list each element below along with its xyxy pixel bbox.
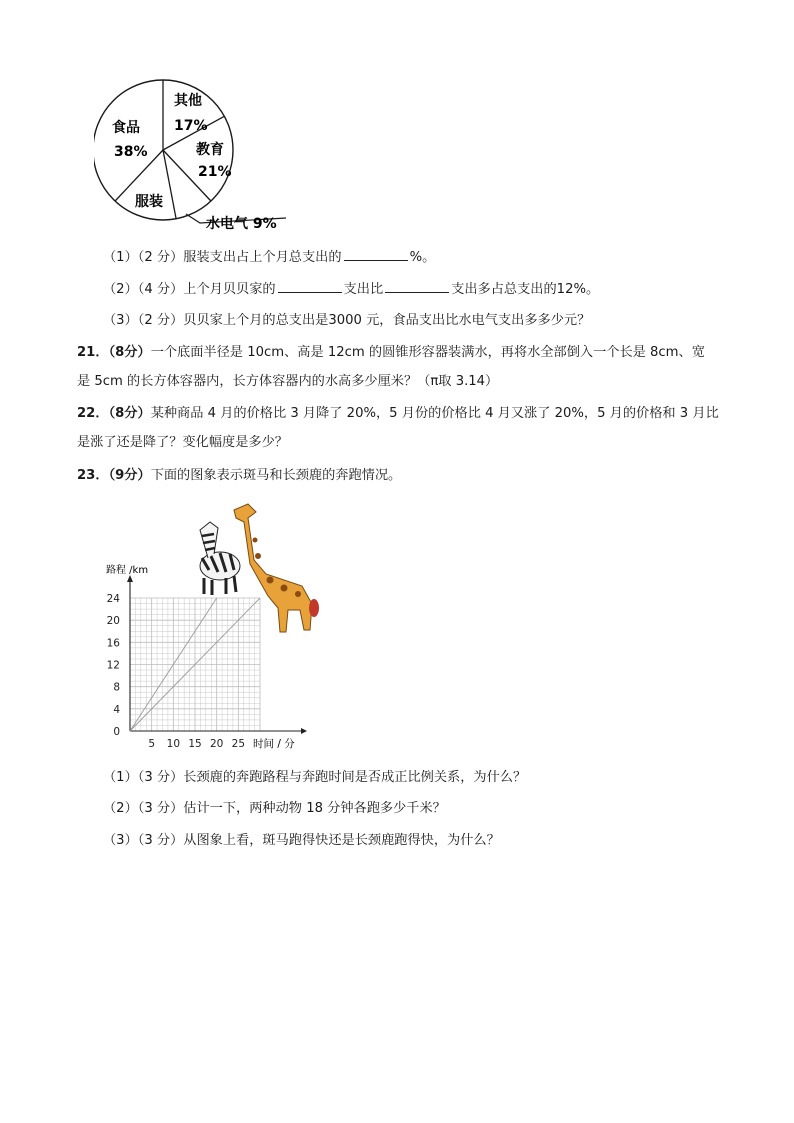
q21-line1 xyxy=(77,344,705,362)
q21-score: （8分） xyxy=(108,345,151,360)
giraffe-icon xyxy=(234,504,319,632)
y-tick-label: 4 xyxy=(113,703,120,716)
x-axis-arrow xyxy=(301,728,307,734)
q23-sub3: （3）（3 分）从图象上看，斑马跑得快还是长颈鹿跑得快，为什么？ xyxy=(103,833,500,848)
q22-line2: 是涨了还是降了？变化幅度是多少？ xyxy=(77,435,288,450)
y-tick-label: 12 xyxy=(106,659,120,672)
answer-blank[interactable] xyxy=(385,280,449,293)
q21-line2: 是 5cm 的长方体容器内，长方体容器内的水高多少厘米？（π取 3.14） xyxy=(77,374,499,389)
q23-sub2: （2）（3 分）估计一下，两种动物 18 分钟各跑多少千米？ xyxy=(103,801,446,816)
utilities-label: 水电气 9% xyxy=(206,216,277,232)
x-axis-label: 时间 / 分 xyxy=(253,738,295,750)
y-tick-label: 24 xyxy=(106,593,120,605)
other-name-label: 其他 xyxy=(174,93,202,109)
answer-blank[interactable] xyxy=(344,248,408,261)
x-tick-label: 25 xyxy=(231,738,246,750)
y-tick-label: 8 xyxy=(113,681,120,694)
edu-name-label: 教育 xyxy=(196,142,224,158)
y-tick-label: 20 xyxy=(106,615,120,628)
q22-number: 22． xyxy=(77,406,109,421)
q22-score: （8分） xyxy=(108,406,151,421)
zebra-icon xyxy=(200,522,240,595)
q20-sub2-text: （2）（4 分）上个月贝贝家的 xyxy=(103,282,276,297)
x-tick-label: 15 xyxy=(188,738,202,750)
q20-sub1 xyxy=(103,248,435,267)
clothing-name-label: 服装 xyxy=(135,194,163,210)
answer-blank[interactable] xyxy=(278,280,342,293)
q23-text: 下面的图象表示斑马和长颈鹿的奔跑情况。 xyxy=(150,468,402,483)
line-chart xyxy=(98,500,328,755)
y-axis-arrow xyxy=(127,575,133,582)
q20-sub1-suffix: %。 xyxy=(409,250,436,265)
q23-number: 23． xyxy=(77,468,109,483)
edu-pct-label: 21% xyxy=(198,164,232,180)
y-axis-label: 路程 /km xyxy=(106,565,149,576)
q20-sub2-mid: 支出比 xyxy=(343,282,384,297)
x-tick-label: 10 xyxy=(166,738,181,750)
q22-text: 某种商品 4 月的价格比 3 月降了 20%，5 月份的价格比 4 月又涨了 20%，5 月的价格和 3 月比 xyxy=(150,406,719,421)
q23-sub1: （1）（3 分）长颈鹿的奔跑路程与奔跑时间是否成正比例关系，为什么？ xyxy=(103,770,527,785)
y-tick-label: 16 xyxy=(106,637,120,650)
q21-text: 一个底面半径是 10cm、高是 12cm 的圆锥形容器装满水，再将水全部倒入一个长是 8cm、宽 xyxy=(150,345,705,360)
x-tick-label: 20 xyxy=(209,738,224,750)
q20-sub2-suffix: 支出多占总支出的12%。 xyxy=(451,282,600,297)
food-name-label: 食品 xyxy=(112,120,140,136)
q23-intro xyxy=(77,467,401,485)
pie-chart xyxy=(94,78,324,238)
origin-label: 0 xyxy=(113,726,120,738)
x-tick-label: 5 xyxy=(148,738,156,750)
q20-sub1-text: （1）（2 分）服装支出占上个月总支出的 xyxy=(103,250,342,265)
q22-line1 xyxy=(77,405,719,423)
q23-score: （9分） xyxy=(108,468,151,483)
q20-sub2 xyxy=(103,280,599,299)
other-pct-label: 17% xyxy=(174,118,208,134)
q21-number: 21． xyxy=(77,345,109,360)
food-pct-label: 38% xyxy=(114,144,148,160)
q20-sub3: （3）（2 分）贝贝家上个月的总支出是3000 元，食品支出比水电气支出多多少元？ xyxy=(103,313,591,328)
